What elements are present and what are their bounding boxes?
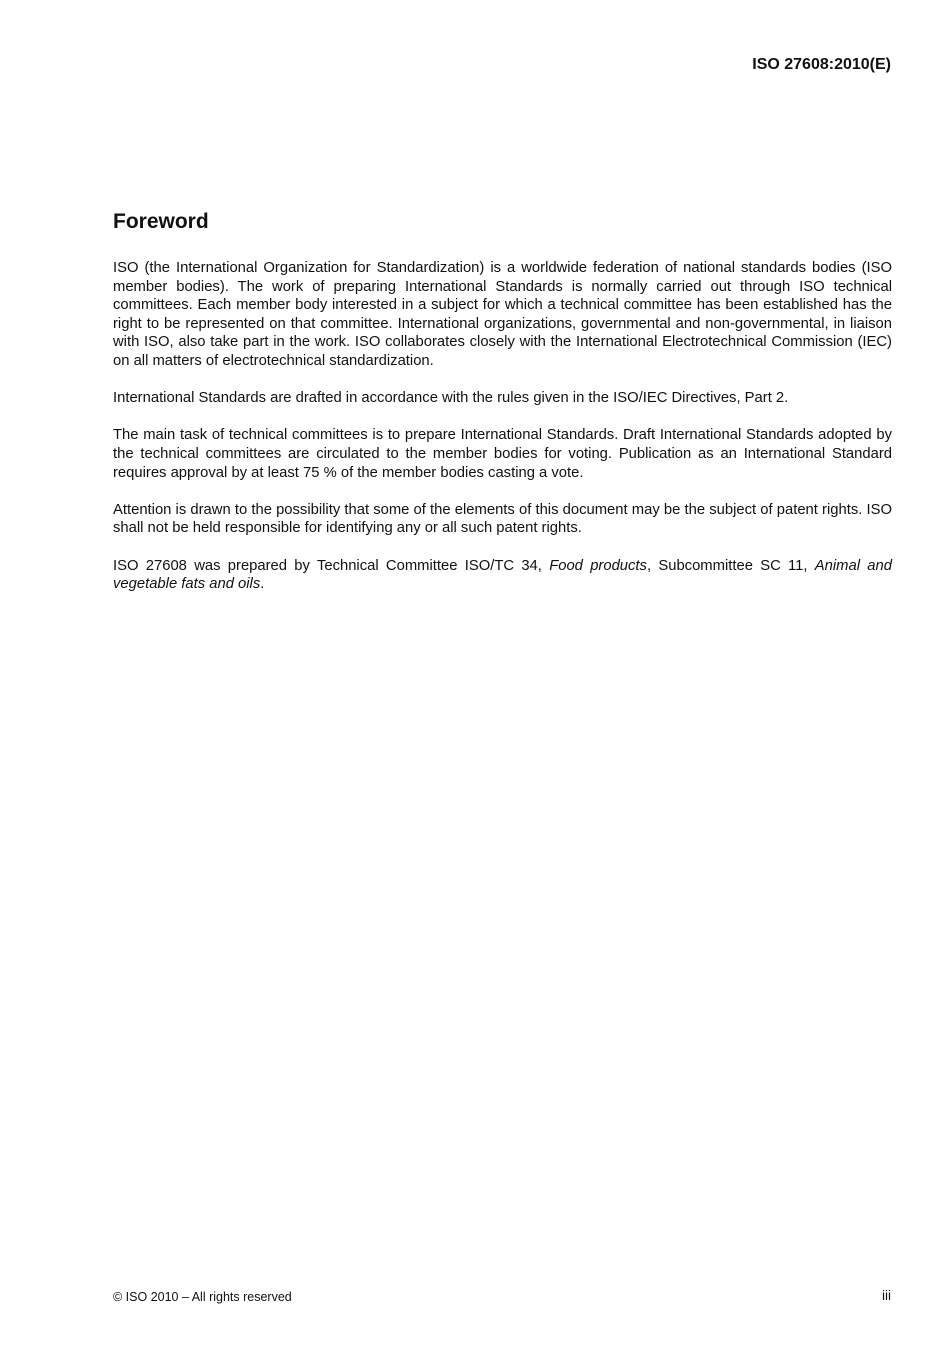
committee-name: Food products <box>549 557 647 574</box>
paragraph-5-mid: , Subcommittee SC 11, <box>646 557 815 574</box>
foreword-paragraph-1: ISO (the International Organization for Standardization) is a worldwide federation of national standards bodies (ISO member bodies). The work of preparing International Standards is normally carried out through ISO technical committees. Each member body interested in a subject for which a technical committee has been established has the right to be represented on that committee. International organizations, governmental and non-governmental, in liaison with ISO, also take part in the work. ISO collaborates closely with the International Electrotechnical Commission (IEC) on all matters of electrotechnical standardization. <box>113 260 892 369</box>
foreword-heading: Foreword <box>113 210 209 233</box>
foreword-paragraph-3: The main task of technical committees is to prepare International Standards. Draft International Standards adopted by the technical committees are circulated to the member bodies for voting. Publication as an International Standard requires approval by at least 75 % of the member bodies casting a vote. <box>113 427 892 481</box>
page-number: iii <box>882 1288 891 1303</box>
paragraph-5-tail: . <box>260 576 265 593</box>
subcommittee-name: Animal and vegetable fats and oils <box>113 557 892 593</box>
foreword-body <box>113 259 892 612</box>
foreword-paragraph-4: Attention is drawn to the possibility that some of the elements of this document may be the subject of patent rights. ISO shall not be held responsible for identifying any or all such patent rights. <box>113 501 892 537</box>
foreword-paragraph-2: International Standards are drafted in accordance with the rules given in the ISO/IEC Directives, Part 2. <box>113 390 789 407</box>
paragraph-5-lead: ISO 27608 was prepared by Technical Committee ISO/TC 34, <box>113 557 550 574</box>
foreword-paragraph-5 <box>113 557 892 594</box>
document-id: ISO 27608:2010(E) <box>752 56 891 73</box>
copyright-notice: © ISO 2010 – All rights reserved <box>113 1290 292 1304</box>
